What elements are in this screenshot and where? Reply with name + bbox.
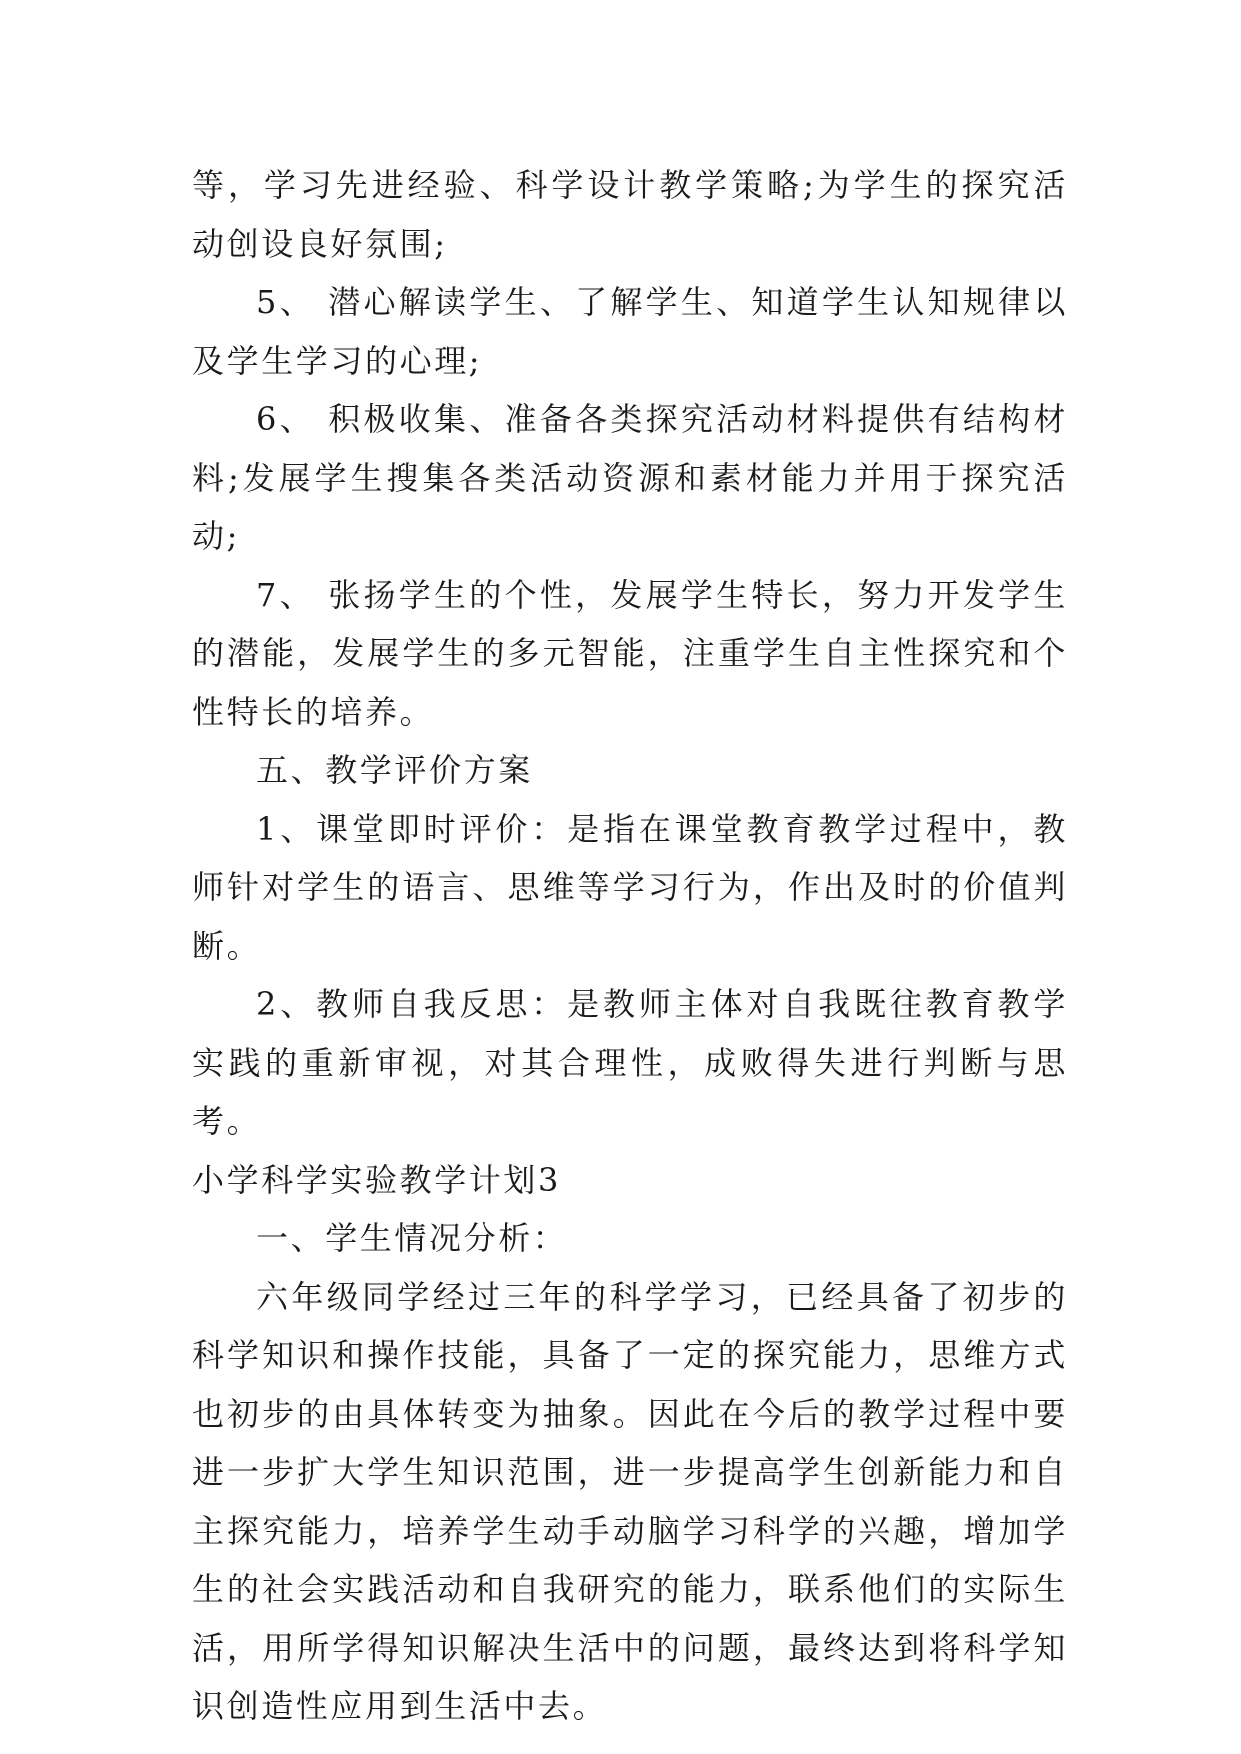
paragraph-item-6: 6、 积极收集、准备各类探究活动材料提供有结构材料;发展学生搜集各类活动资源和素材能力并用于探究活动; bbox=[192, 400, 1068, 555]
paragraph-eval-2: 2、教师自我反思：是教师主体对自我既往教育教学实践的重新审视，对其合理性，成败得失进行判断与思考。 bbox=[192, 985, 1068, 1140]
paragraph-student-analysis: 六年级同学经过三年的科学学习，已经具备了初步的科学知识和操作技能，具备了一定的探究能力，思维方式也初步的由具体转变为抽象。因此在今后的教学过程中要进一步扩大学生知识范围，进一步提高学生创新能力和自主探究能力，培养学生动手动脑学习科学的兴趣，增加学生的社会实践活动和自我研究的能力，联系他们的实际生活，用所学得知识解决生活中的问题，最终达到将科学知识创造性应用到生活中去。 bbox=[192, 1277, 1068, 1725]
paragraph-eval-1: 1、课堂即时评价：是指在课堂教育教学过程中，教师针对学生的语言、思维等学习行为，作出及时的价值判断。 bbox=[192, 809, 1068, 965]
paragraph-continuation: 等，学习先进经验、科学设计教学策略;为学生的探究活动创设良好氛围; bbox=[192, 166, 1068, 263]
document-title-plan-3: 小学科学实验教学计划3 bbox=[192, 1160, 561, 1199]
paragraph-item-5: 5、 潜心解读学生、了解学生、知道学生认知规律以及学生学习的心理; bbox=[192, 283, 1068, 380]
paragraph-item-7: 7、 张扬学生的个性，发展学生特长，努力开发学生的潜能，发展学生的多元智能，注重学生自主性探究和个性特长的培养。 bbox=[192, 575, 1068, 731]
section-heading-student-analysis: 一、学生情况分析： bbox=[256, 1219, 568, 1257]
document-body bbox=[192, 156, 1068, 1736]
section-heading-evaluation: 五、教学评价方案 bbox=[256, 751, 533, 789]
